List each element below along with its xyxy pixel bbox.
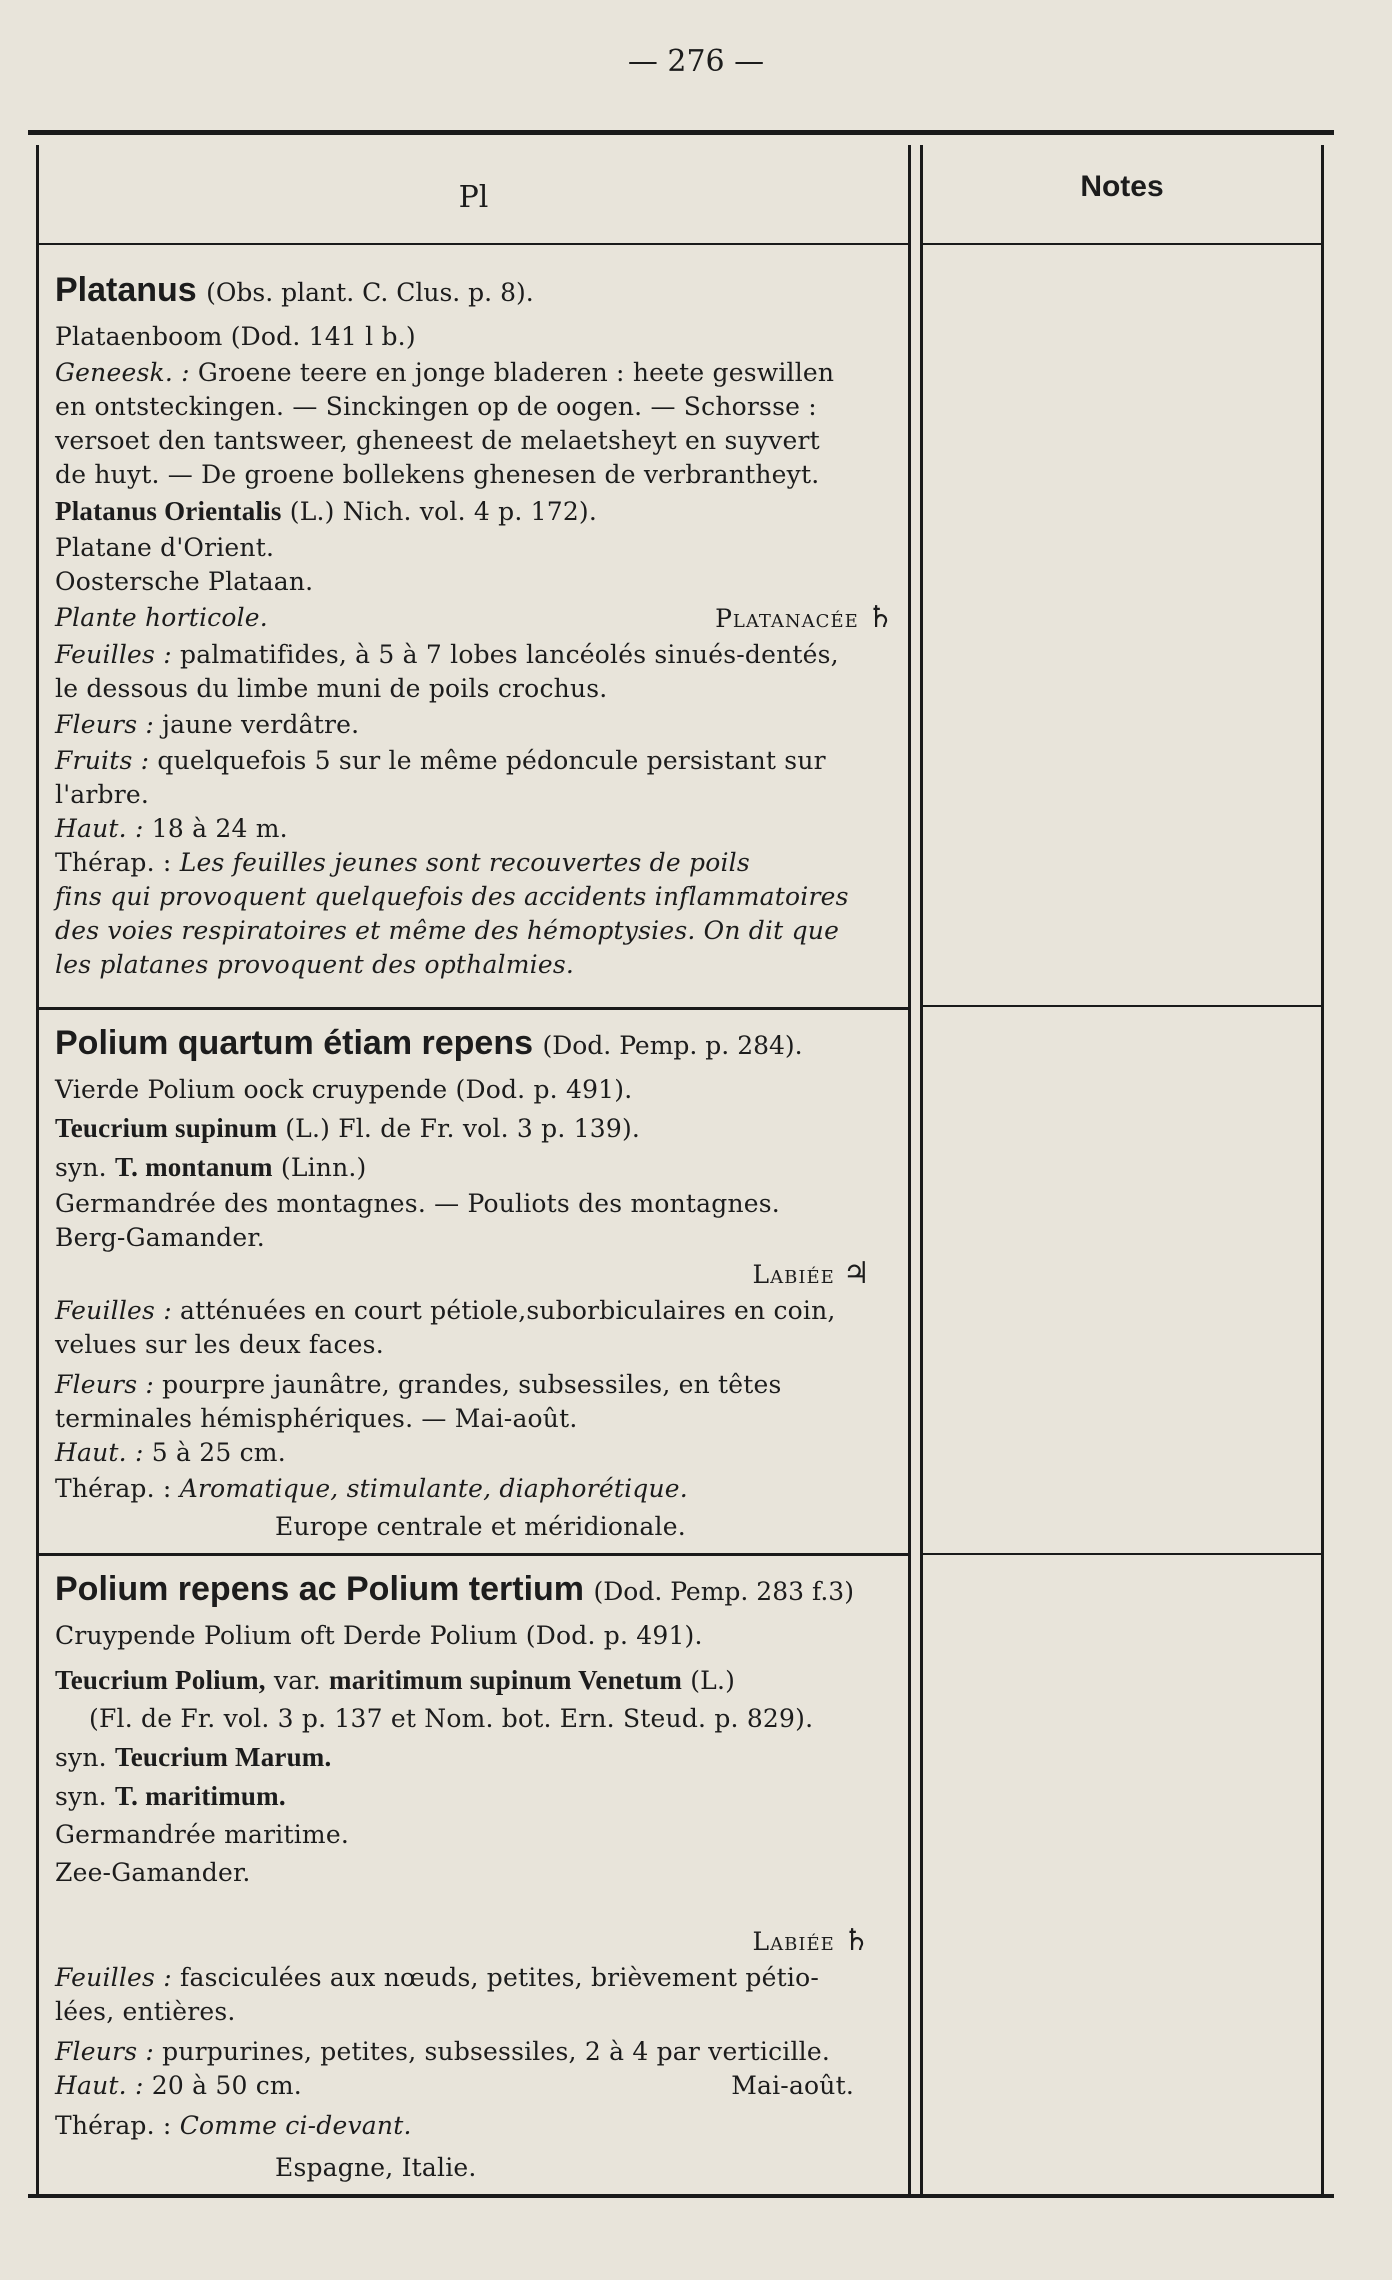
family-line: [55, 1255, 894, 1294]
saturn-symbol-icon: ♄: [842, 1923, 870, 1958]
haut-text: 5 à 25 cm.: [151, 1438, 286, 1467]
common-name-nl: Vierde Polium oock cruypende (Dod. p. 491).: [55, 1075, 633, 1104]
fleurs-line-1: [55, 1368, 894, 1402]
scientific-name-line: [55, 1109, 894, 1148]
entry-title: [55, 1564, 894, 1617]
synonym-reference: (Linn.): [280, 1153, 367, 1182]
fleurs-line-2: terminales hémisphériques. — Mai-août.: [55, 1404, 578, 1433]
entry-title: [55, 1018, 894, 1071]
scientific-reference: (L.) Nich. vol. 4 p. 172).: [289, 497, 598, 526]
geneesk-line-2: en ontsteckingen. — Sinckingen op de oogen. — Schorsse :: [55, 392, 817, 421]
synonym-name: T. maritimum.: [114, 1781, 286, 1811]
title-text: Polium quartum étiam repens: [55, 1024, 533, 1062]
scientific-reference-line: (Fl. de Fr. vol. 3 p. 137 et Nom. bot. Ern. Steud. p. 829).: [89, 1704, 814, 1733]
syn-label: syn.: [55, 1743, 107, 1772]
syn-label: syn.: [55, 1782, 107, 1811]
jupiter-symbol-icon: ♃: [842, 1256, 870, 1291]
french-name: Germandrée maritime.: [55, 1820, 349, 1849]
therap-label: Thérap. :: [55, 1474, 172, 1503]
feuilles-line-1: [55, 1961, 894, 1995]
therap-text: Comme ci-devant.: [179, 2111, 412, 2140]
fruits-label: Fruits :: [55, 746, 150, 775]
geneesk-line-3: versoet den tantsweer, gheneest de melaetsheyt en suyvert: [55, 426, 820, 455]
title-reference: (Dod. Pemp. 283 f.3): [593, 1577, 854, 1606]
plants-column: [36, 145, 911, 2195]
geneesk-text: Groene teere en jonge bladeren : heete geswillen: [197, 358, 835, 387]
haut-label: Haut. :: [55, 814, 144, 843]
fleurs-line: [55, 706, 894, 744]
feuilles-text: fasciculées aux nœuds, petites, brièvement pétio-: [180, 1963, 819, 1992]
french-name: Platane d'Orient.: [55, 533, 275, 562]
haut-label: Haut. :: [55, 1438, 144, 1467]
dutch-name: Oostersche Plataan.: [55, 567, 314, 596]
fleurs-label: Fleurs :: [55, 1370, 154, 1399]
scientific-name-line: [55, 492, 894, 531]
feuilles-line-1: [55, 638, 894, 672]
family-name: Labiée: [752, 1260, 835, 1289]
haut-label: Haut. :: [55, 2071, 144, 2100]
fleurs-text: jaune verdâtre.: [162, 710, 360, 739]
title-text: Polium repens ac Polium tertium: [55, 1570, 585, 1608]
family-line: [55, 1922, 894, 1961]
entry-title: [55, 265, 894, 318]
title-text: Platanus: [55, 271, 197, 309]
synonym-name: Teucrium Marum.: [114, 1742, 332, 1772]
fleurs-text: purpurines, petites, subsessiles, 2 à 4 par verticille.: [162, 2037, 831, 2066]
plant-category: Plante horticole.: [55, 603, 268, 632]
fruits-line-2: l'arbre.: [55, 780, 150, 809]
dutch-name: Berg-Gamander.: [55, 1223, 265, 1252]
haut-line: [55, 1436, 894, 1470]
therap-text: Aromatique, stimulante, diaphorétique.: [179, 1474, 688, 1503]
scientific-name: Platanus Orientalis: [55, 496, 282, 526]
title-reference: (Dod. Pemp. p. 284).: [542, 1031, 803, 1060]
scientific-name: Teucrium supinum: [55, 1113, 278, 1143]
family-group: [715, 599, 894, 638]
haut-line: [55, 812, 894, 846]
synonym-line: [55, 1148, 894, 1187]
fleurs-text: pourpre jaunâtre, grandes, subsessiles, en têtes: [162, 1370, 782, 1399]
family-name: Labiée: [752, 1927, 835, 1956]
feuilles-text: atténuées en court pétiole,suborbiculaires en coin,: [180, 1296, 836, 1325]
synonym-line-2: [55, 1777, 894, 1816]
entry-polium-quartum: [39, 1007, 908, 1546]
variety-name: maritimum supinum Venetum: [329, 1665, 683, 1695]
french-name: Germandrée des montagnes. — Pouliots des montagnes.: [55, 1189, 780, 1218]
variety-label: var.: [273, 1666, 321, 1695]
distribution: Europe centrale et méridionale.: [275, 1512, 686, 1541]
feuilles-line-1: [55, 1294, 894, 1328]
column-header-pl: Pl: [39, 145, 908, 245]
notes-divider: [923, 1005, 1321, 1007]
synonym-name: T. montanum: [114, 1152, 273, 1182]
table-frame: [28, 130, 1334, 2198]
common-name-nl: Plataenboom (Dod. 141 l b.): [55, 322, 416, 351]
geneesk-label: Geneesk. :: [55, 358, 190, 387]
therap-label: Thérap. :: [55, 848, 172, 877]
notes-divider: [923, 1553, 1321, 1555]
feuilles-line-2: le dessous du limbe muni de poils crochus.: [55, 674, 608, 703]
feuilles-label: Feuilles :: [55, 640, 172, 669]
common-name-nl: Cruypende Polium oft Derde Polium (Dod. p. 491).: [55, 1621, 703, 1650]
therap-text: Les feuilles jeunes sont recouvertes de poils: [179, 848, 750, 877]
therap-line-4: les platanes provoquent des opthalmies.: [55, 950, 575, 979]
notes-column: [920, 145, 1324, 2195]
family-name: Platanacée: [715, 604, 859, 633]
entry-polium-repens: [39, 1553, 908, 2187]
therap-line: [55, 2107, 894, 2145]
synonym-line-1: [55, 1738, 894, 1777]
haut-line: [55, 2069, 894, 2103]
feuilles-line-2: lées, entières.: [55, 1997, 236, 2026]
scientific-reference: (L.): [690, 1666, 736, 1695]
therap-line-1: [55, 846, 894, 880]
geneesk-line-4: de huyt. — De groene bollekens ghenesen de verbrantheyt.: [55, 460, 820, 489]
feuilles-line-2: velues sur les deux faces.: [55, 1330, 384, 1359]
fleurs-label: Fleurs :: [55, 710, 154, 739]
dutch-name: Zee-Gamander.: [55, 1858, 251, 1887]
title-reference: (Obs. plant. C. Clus. p. 8).: [206, 278, 534, 307]
entry-platanus: [39, 265, 908, 982]
therap-line-2: fins qui provoquent quelquefois des accidents inflammatoires: [55, 882, 849, 911]
page-number: — 276 —: [627, 44, 765, 79]
fruits-text: quelquefois 5 sur le même pédoncule persistant sur: [157, 746, 826, 775]
feuilles-text: palmatifides, à 5 à 7 lobes lancéolés sinués-dentés,: [180, 640, 839, 669]
therap-label: Thérap. :: [55, 2111, 172, 2140]
therap-line-3: des voies respiratoires et même des hémoptysies. On dit que: [55, 916, 840, 945]
feuilles-label: Feuilles :: [55, 1963, 172, 1992]
feuilles-label: Feuilles :: [55, 1296, 172, 1325]
saturn-symbol-icon: ♄: [866, 600, 894, 635]
scientific-name: Teucrium Polium,: [55, 1665, 266, 1695]
fleurs-label: Fleurs :: [55, 2037, 154, 2066]
distribution: Espagne, Italie.: [275, 2153, 477, 2182]
fleurs-line: [55, 2035, 894, 2069]
fruits-line-1: [55, 744, 894, 778]
scientific-name-line: [55, 1661, 894, 1700]
category-family-line: [55, 599, 894, 638]
column-header-notes: Notes: [923, 145, 1321, 245]
flowering-season: Mai-août.: [731, 2071, 854, 2100]
scientific-reference: (L.) Fl. de Fr. vol. 3 p. 139).: [285, 1114, 641, 1143]
syn-label: syn.: [55, 1153, 107, 1182]
haut-text: 20 à 50 cm.: [151, 2071, 302, 2100]
haut-group: [55, 2069, 302, 2103]
haut-text: 18 à 24 m.: [151, 814, 288, 843]
therap-line: [55, 1470, 894, 1508]
geneesk-line-1: [55, 356, 894, 390]
